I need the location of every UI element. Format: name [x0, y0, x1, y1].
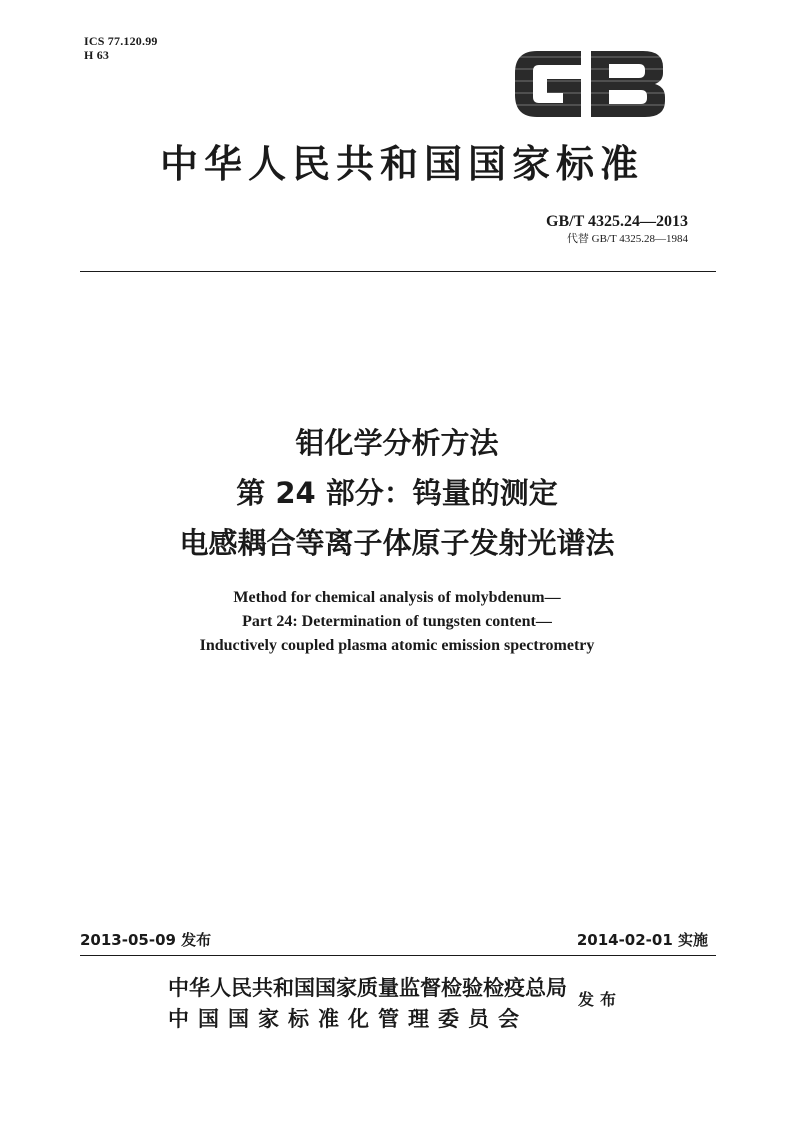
bottom-divider — [80, 955, 716, 956]
standard-number-block — [546, 212, 688, 246]
top-divider — [80, 271, 716, 272]
ics-code: ICS 77.120.99 — [84, 34, 158, 48]
authority-aqsiq: 中华人民共和国国家质量监督检验检疫总局 — [168, 975, 567, 1000]
english-title-line-1: Method for chemical analysis of molybdenum— — [233, 589, 561, 606]
issue-date: 2013-05-09 发布 — [80, 931, 212, 949]
gb-logo — [507, 45, 669, 123]
issuing-authorities — [168, 972, 567, 1034]
english-title-line-2: Part 24: Determination of tungsten content— — [242, 613, 552, 630]
authority-sac: 中国国家标准化管理委员会 — [168, 1006, 528, 1031]
chinese-title-line-3: 电感耦合等离子体原子发射光谱法 — [179, 526, 615, 560]
chinese-title-line-1: 钼化学分析方法 — [295, 426, 499, 460]
classification-codes — [84, 34, 158, 62]
national-standard-heading: 中华人民共和国国家标准 — [159, 141, 644, 186]
chinese-title — [0, 418, 794, 568]
ccs-code: H 63 — [84, 48, 110, 62]
implementation-date: 2014-02-01 实施 — [576, 931, 708, 949]
replaced-standard: 代替 GB/T 4325.28—1984 — [566, 233, 688, 245]
chinese-title-line-2: 第 24 部分：钨量的测定 — [236, 476, 558, 510]
publish-label: 发布 — [578, 990, 623, 1009]
standard-number: GB/T 4325.24—2013 — [546, 213, 688, 230]
english-title — [0, 586, 794, 658]
gb-logo-graphic — [507, 45, 669, 123]
english-title-line-3: Inductively coupled plasma atomic emission spectrometry — [199, 637, 595, 654]
